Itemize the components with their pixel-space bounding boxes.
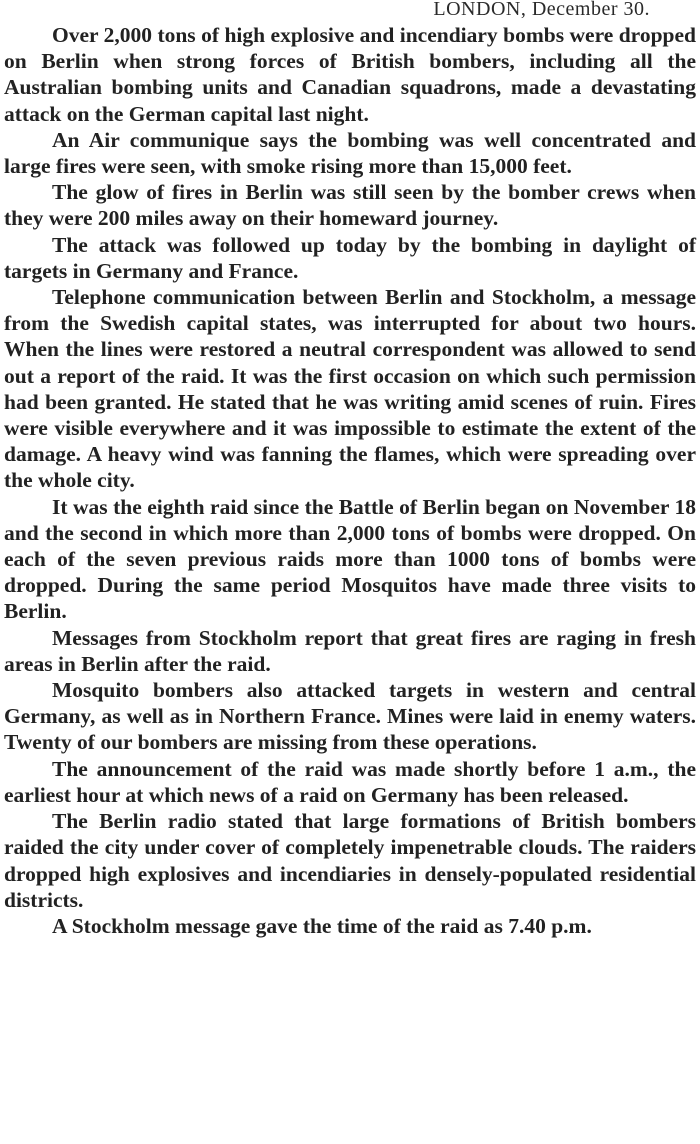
article-paragraph: A Stockholm message gave the time of the raid as 7.40 p.m. bbox=[52, 913, 592, 938]
article-paragraph: An Air communique says the bombing was well concentrated and large fires were seen, with smoke rising more than 15,000 feet. bbox=[4, 127, 696, 179]
article-paragraph: The announcement of the raid was made shortly before 1 a.m., the earliest hour at which news of a raid on Germany has been released. bbox=[4, 756, 696, 807]
article-paragraph: The glow of fires in Berlin was still seen by the bomber crews when they were 200 miles away on their homeward journey. bbox=[4, 180, 696, 231]
news-article bbox=[4, 0, 696, 939]
article-paragraph: The attack was followed up today by the bombing in daylight of targets in Germany and France. bbox=[4, 232, 696, 283]
article-paragraph: Telephone communication between Berlin and Stockholm, a message from the Swedish capital states, was interrupted for about two hours. When the lines were restored a neutral correspondent was allowed to send out a report of the raid. It was the first occasion on which such permission had been granted. He stated that he was writing amid scenes of ruin. Fires were visible everywhere and it was impossible to estimate the extent of the damage. A heavy wind was fanning the flames, which were spreading over the whole city. bbox=[4, 285, 696, 493]
article-paragraph: It was the eighth raid since the Battle of Berlin began on November 18 and the second in which more than 2,000 tons of bombs were dropped. On each of the seven previous raids more than 1000 tons of bombs were dropped. During the same period Mosquitos have made three visits to Berlin. bbox=[4, 494, 696, 624]
article-paragraph: Mosquito bombers also attacked targets in western and central Germany, as well as in Northern France. Mines were laid in enemy waters. Twenty of our bombers are missing from these operations. bbox=[4, 678, 696, 755]
article-paragraph: Messages from Stockholm report that great fires are raging in fresh areas in Berlin after the raid. bbox=[4, 625, 696, 676]
article-paragraph: The Berlin radio stated that large formations of British bombers raided the city under cover of completely impenetrable clouds. The raiders dropped high explosives and incendiaries in densely-populated residential districts. bbox=[4, 809, 696, 912]
article-paragraph: Over 2,000 tons of high explosive and incendiary bombs were dropped on Berlin when strong forces of British bombers, including all the Australian bombing units and Canadian squadrons, made a devastating attack on the German capital last night. bbox=[4, 23, 696, 126]
dateline: LONDON, December 30. bbox=[433, 0, 650, 20]
